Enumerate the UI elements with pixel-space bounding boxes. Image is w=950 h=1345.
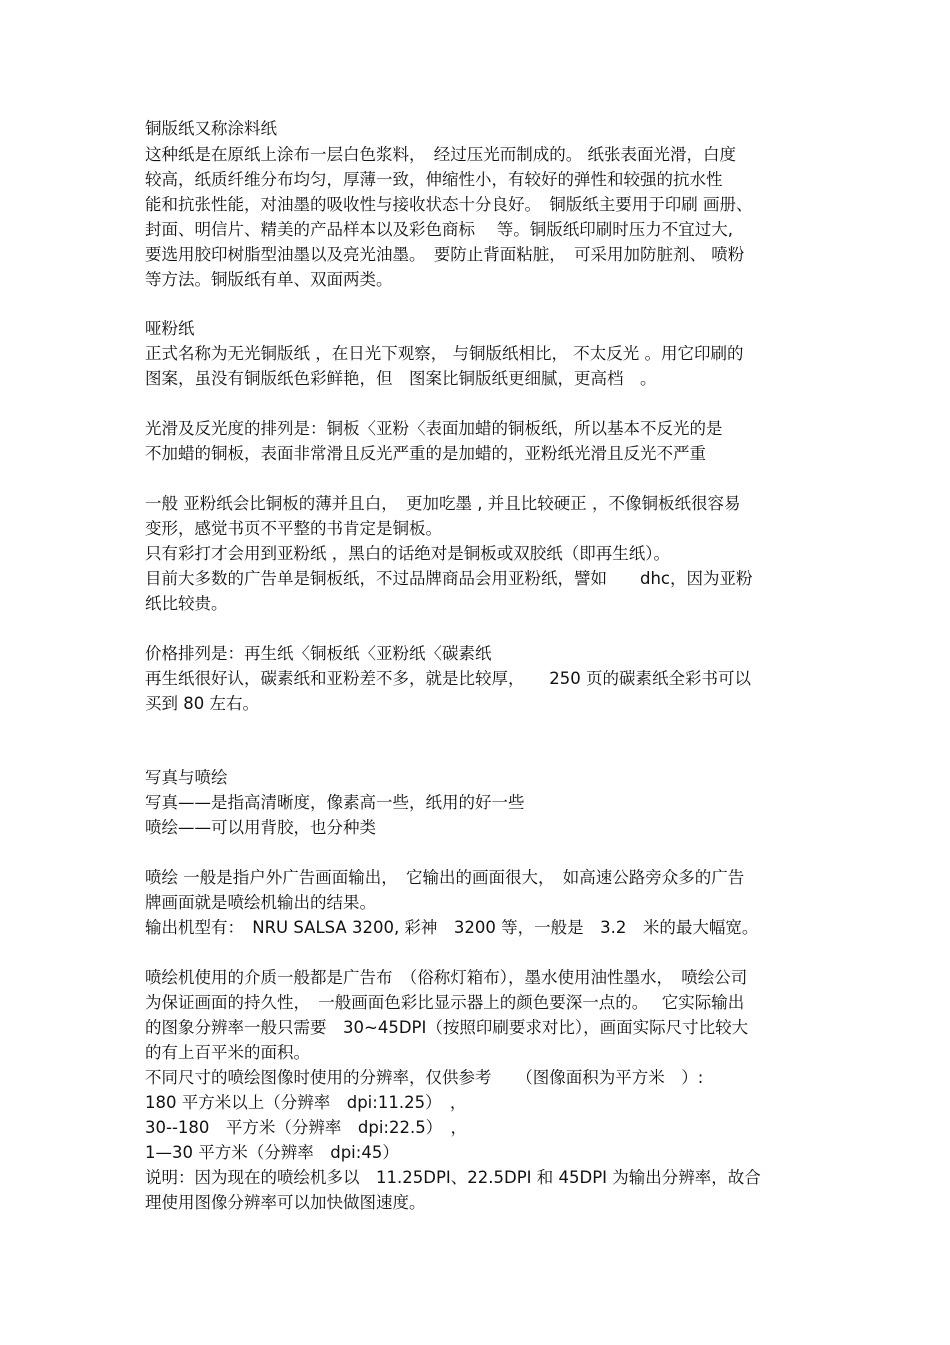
- paragraph-line: 喷绘 一般是指户外广告画面输出， 它输出的画面很大， 如高速公路旁众多的广告: [145, 868, 745, 887]
- paragraph-line: 的有上百平米的面积。: [145, 1043, 310, 1062]
- paragraph-line: 再生纸很好认，碳素纸和亚粉差不多，就是比较厚， 250 页的碳素纸全彩书可以: [145, 669, 751, 688]
- paragraph-line: 正式名称为无光铜版纸 ，在日光下观察， 与铜版纸相比， 不太反光 。用它印刷的: [145, 344, 744, 363]
- paragraph-line: 光滑及反光度的排列是：铜板〈亚粉〈表面加蜡的铜板纸，所以基本不反光的是: [145, 419, 723, 438]
- paragraph-line: 写真——是指高清晰度，像素高一些，纸用的好一些: [145, 793, 525, 812]
- paragraph-line: 喷绘——可以用背胶，也分种类: [145, 818, 376, 837]
- resolution-item: 1—30 平方米（分辨率 dpi:45）: [145, 1143, 399, 1162]
- paragraph-line: 的图象分辨率一般只需要 30~45DPI（按照印刷要求对比），画面实际尺寸比较大: [145, 1018, 749, 1037]
- paragraph-line: 喷绘机使用的介质一般都是广告布 （俗称灯箱布），墨水使用油性墨水， 喷绘公司: [145, 968, 748, 987]
- section-title-photo-inkjet: 写真与喷绘: [145, 768, 228, 787]
- paragraph-line: 这种纸是在原纸上涂布一层白色浆料， 经过压光而制成的。 纸张表面光滑，白度: [145, 145, 736, 164]
- resolution-item: 30--180 平方米（分辨率 dpi:22.5） ，: [145, 1118, 467, 1137]
- paragraph-line: 不同尺寸的喷绘图像时使用的分辨率，仅供参考 （图像面积为平方米 ）:: [145, 1068, 704, 1087]
- resolution-item: 180 平方米以上（分辨率 dpi:11.25） ，: [145, 1093, 467, 1112]
- paragraph-line: 理使用图像分辨率可以加快做图速度。: [145, 1193, 426, 1212]
- paragraph-line: 牌画面就是喷绘机输出的结果。: [145, 893, 376, 912]
- paragraph-line: 不加蜡的铜板，表面非常滑且反光严重的是加蜡的，亚粉纸光滑且反光不严重: [145, 444, 706, 463]
- section-title-matte-paper: 哑粉纸: [145, 319, 195, 338]
- paragraph-line: 价格排列是：再生纸〈铜板纸〈亚粉纸〈碳素纸: [145, 644, 492, 663]
- paragraph-line: 等方法。铜版纸有单、双面两类。: [145, 270, 393, 289]
- section-title-coated-paper: 铜版纸又称涂料纸: [145, 119, 277, 138]
- paragraph-line: 要选用胶印树脂型油墨以及亮光油墨。 要防止背面粘脏， 可采用加防脏剂、 喷粉: [145, 245, 745, 264]
- paragraph-line: 输出机型有： NRU SALSA 3200, 彩神 3200 等，一般是 3.2 米的最大幅宽。: [145, 918, 759, 937]
- paragraph-line: 说明：因为现在的喷绘机多以 11.25DPI、22.5DPI 和 45DPI 为输出分辨率，故合: [145, 1168, 761, 1187]
- paragraph-line: 只有彩打才会用到亚粉纸 ，黑白的话绝对是铜板或双胶纸（即再生纸）。: [145, 544, 670, 563]
- paragraph-line: 为保证画面的持久性， 一般画面色彩比显示器上的颜色要深一点的。 它实际输出: [145, 993, 745, 1012]
- paragraph-line: 较高，纸质纤维分布均匀，厚薄一致，伸缩性小，有较好的弹性和较强的抗水性: [145, 170, 723, 189]
- paragraph-line: 纸比较贵。: [145, 594, 228, 613]
- paragraph-line: 买到 80 左右。: [145, 694, 259, 713]
- paragraph-line: 目前大多数的广告单是铜板纸，不过品牌商品会用亚粉纸，譬如 dhc，因为亚粉: [145, 569, 753, 588]
- paragraph-line: 一般 亚粉纸会比铜板的薄并且白， 更加吃墨 , 并且比较硬正 ，不像铜板纸很容易: [145, 494, 741, 513]
- paragraph-line: 图案，虽没有铜版纸色彩鲜艳，但 图案比铜版纸更细腻，更高档 。: [145, 369, 657, 388]
- paragraph-line: 能和抗张性能，对油墨的吸收性与接收状态十分良好。 铜版纸主要用于印刷 画册、: [145, 195, 753, 214]
- paragraph-line: 封面、明信片、精美的产品样本以及彩色商标 等。铜版纸印刷时压力不宜过大,: [145, 220, 733, 239]
- paragraph-line: 变形，感觉书页不平整的书肯定是铜板。: [145, 519, 442, 538]
